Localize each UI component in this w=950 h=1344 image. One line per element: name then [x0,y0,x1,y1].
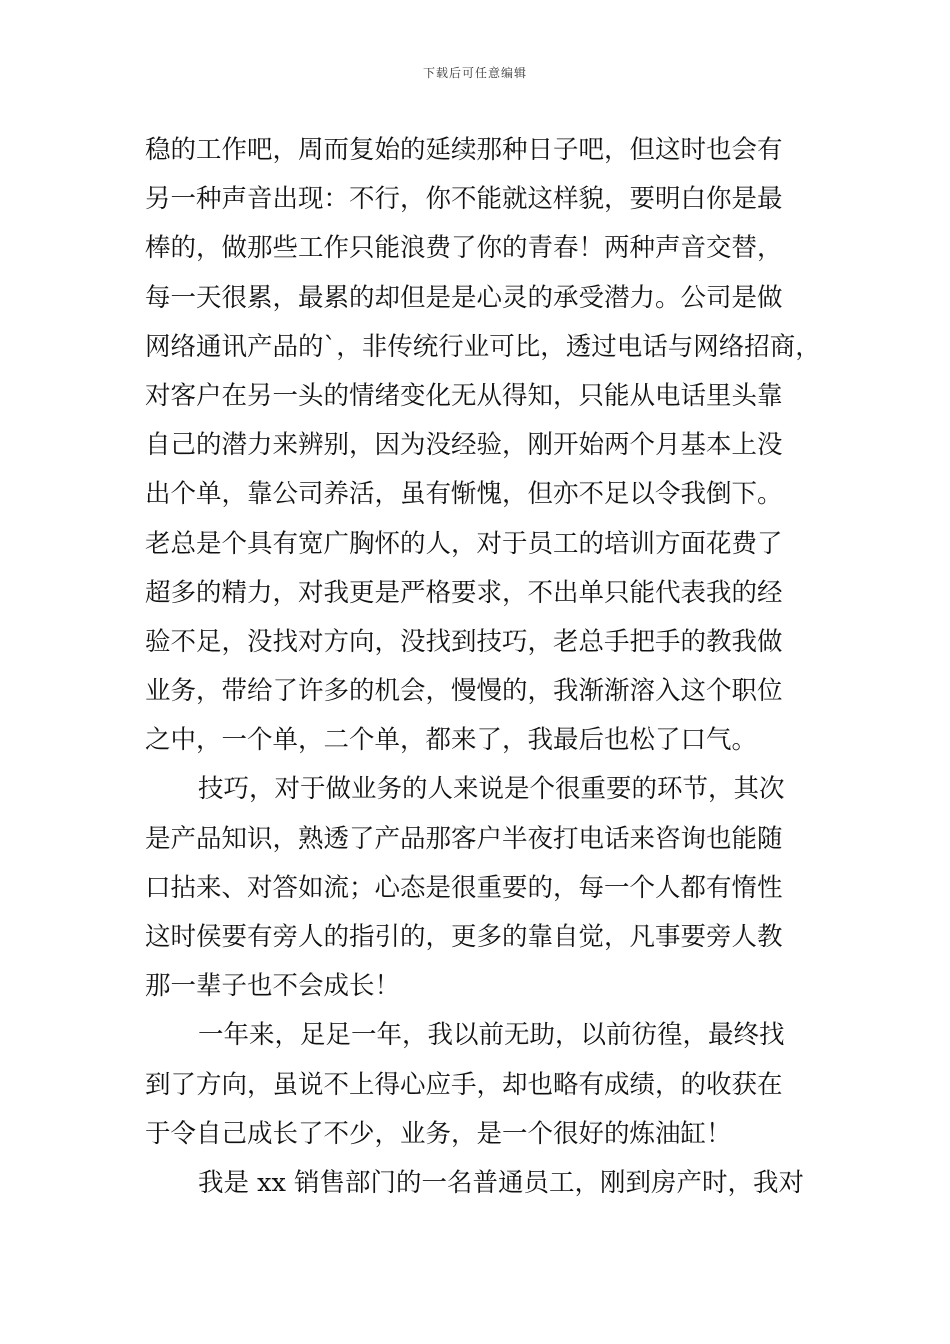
text-line: 自己的潜力来辨别，因为没经验，刚开始两个月基本上没 [145,430,783,461]
paragraph-start-line: 我是 xx 销售部门的一名普通员工，刚到房产时，我对 [198,1167,804,1198]
paragraph-start-line: 一年来，足足一年，我以前无助，以前彷徨，最终找 [198,1020,785,1051]
text-line: 棒的，做那些工作只能浪费了你的青春！两种声音交替， [145,233,783,264]
text-line: 口拈来、对答如流；心态是很重要的，每一个人都有惰性 [145,872,783,903]
text-line: 那一辈子也不会成长！ [145,971,401,1002]
document-body [145,126,821,1208]
paragraph-start-line: 技巧，对于做业务的人来说是个很重要的环节，其次 [198,774,785,805]
text-line: 这时侯要有旁人的指引的，更多的靠自觉，凡事要旁人教 [145,922,783,952]
text-line: 稳的工作吧，周而复始的延续那种日子吧，但这时也会有 [145,135,783,165]
text-line: 验不足，没找对方向，没找到技巧，老总手把手的教我做 [145,626,783,657]
text-line: 之中，一个单，二个单，都来了，我最后也松了口气。 [145,725,758,756]
text-line: 另一种声音出现：不行，你不能就这样貌，要明白你是最 [145,184,783,215]
text-line: 老总是个具有宽广胸怀的人，对于员工的培训方面花费了 [145,528,783,559]
text-line: 对客户在另一头的情绪变化无从得知，只能从电话里头靠 [145,380,783,411]
page-header: 下载后可任意编辑 [422,66,527,80]
text-line: 每一天很累，最累的却但是是心灵的承受潜力。公司是做 [145,282,783,313]
text-line: 超多的精力，对我更是严格要求，不出单只能代表我的经 [145,577,783,608]
text-line: 出个单，靠公司养活，虽有惭愧，但亦不足以令我倒下。 [145,479,783,510]
text-line: 业务，带给了许多的机会，慢慢的，我渐渐溶入这个职位 [145,676,783,707]
text-line: 到了方向，虽说不上得心应手，却也略有成绩，的收获在 [145,1069,783,1100]
text-line: 是产品知识，熟透了产品那客户半夜打电话来咨询也能随 [145,823,783,854]
text-line: 于令自己成长了不少，业务，是一个很好的炼油缸！ [145,1118,732,1149]
text-line: 网络通讯产品的`，非传统行业可比，透过电话与网络招商， [145,331,821,362]
